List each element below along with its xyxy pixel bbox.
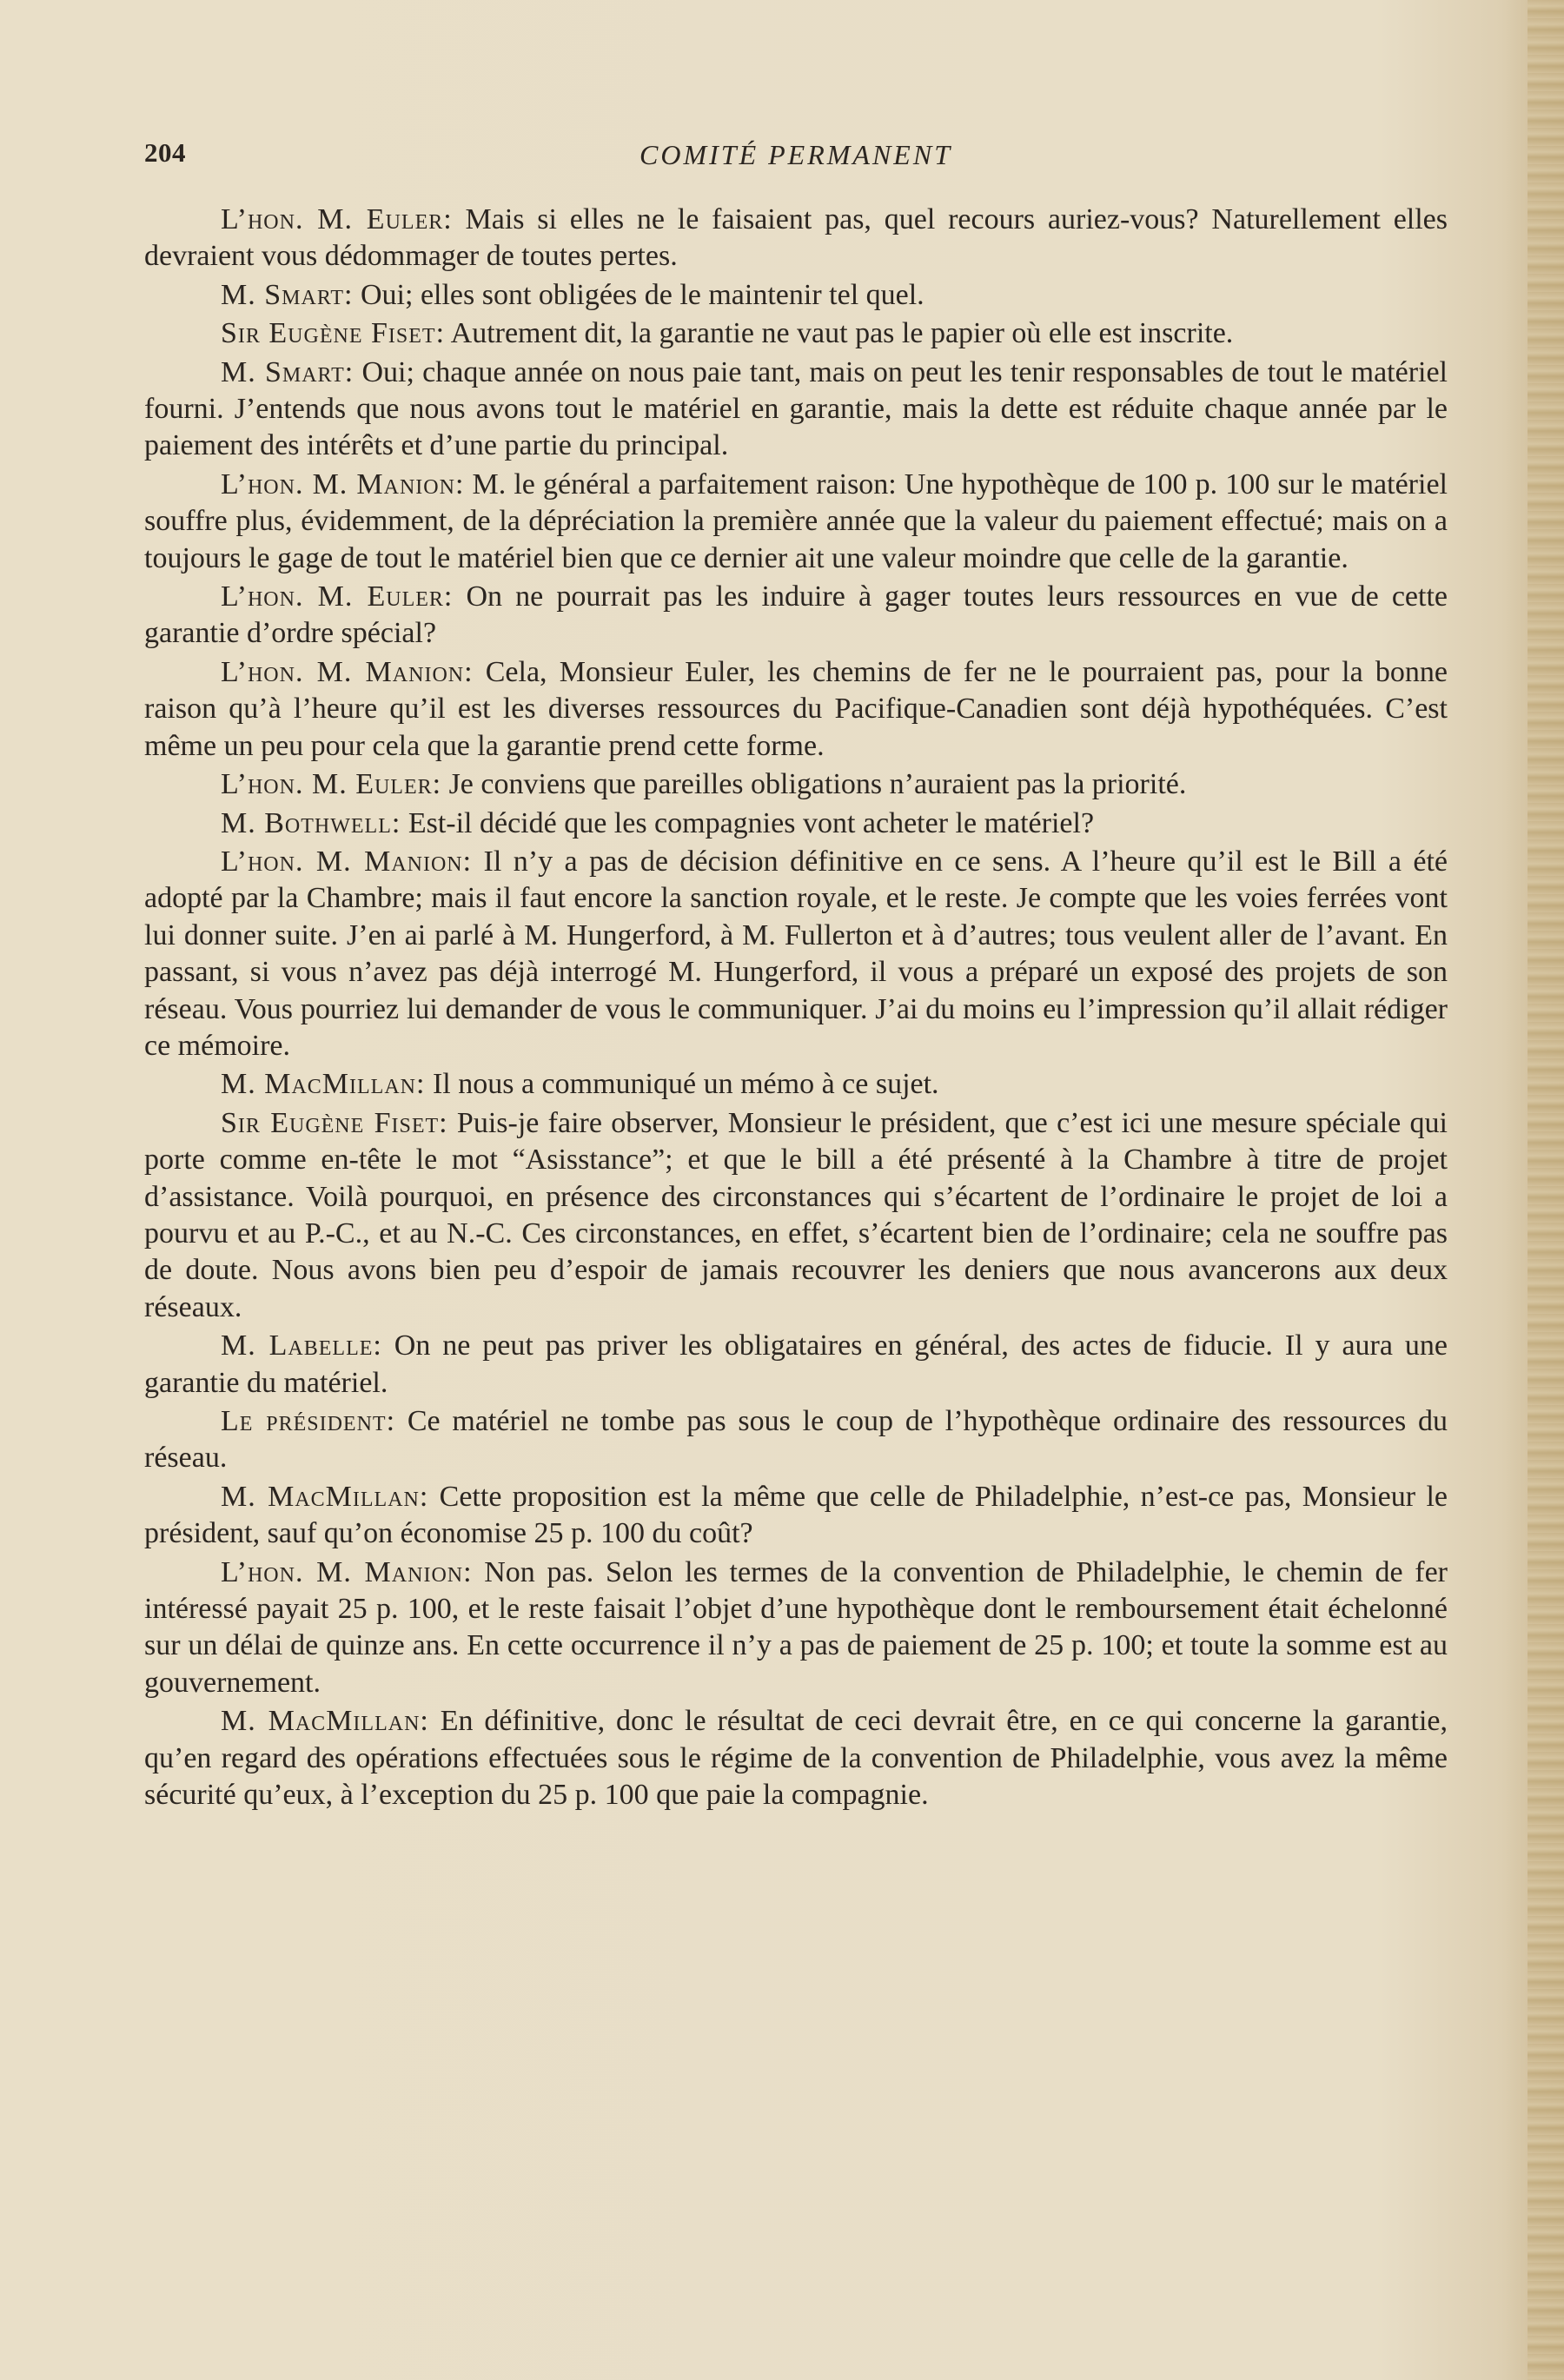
speaker-name: M. Labelle: [221,1329,382,1362]
speech-paragraph [144,1703,1448,1813]
speaker-name: Sir Eugène Fiset: [221,1106,448,1139]
speech-paragraph [144,1328,1448,1402]
speaker-name: Sir Eugène Fiset: [221,317,446,350]
speaker-name: M. MacMillan: [221,1068,426,1101]
speech-paragraph [144,654,1448,765]
speech-paragraph [144,805,1448,842]
page-number: 204 [144,137,186,168]
speech-text: M. le général a parfaitement raison: Une hypothèque de 100 p. 100 sur le matériel souffre plus, évidemment, de la dépréciation la première année que la valeur du paiement effectué; mais on a toujours le gage de tout le matériel bien que ce dernier ait une valeur moindre que celle de la garantie. [144,467,1448,574]
speaker-name: M. Bothwell: [221,806,401,839]
speech-text: Oui; elles sont obligées de le maintenir tel quel. [353,278,924,311]
speech-text: Il nous a communiqué un mémo à ce sujet. [425,1068,939,1101]
speech-text: En définitive, donc le résultat de ceci devrait être, en ce qui concerne la garantie, qu’en regard des opérations effectuées sous le régime de la convention de Philadelphie, vous avez la même sécurité qu’eux, à l’exception du 25 p. 100 que paie la compagnie. [144,1705,1448,1812]
speech-paragraph [144,1403,1448,1477]
speaker-name: L’hon. M. Euler: [221,203,453,235]
speech-text: Cette proposition est la même que celle de Philadelphie, n’est-ce pas, Monsieur le président, sauf qu’on économise 25 p. 100 du coût? [144,1480,1448,1550]
speaker-name: L’hon. M. Euler: [221,580,454,613]
speech-text: Autrement dit, la garantie ne vaut pas le papier où elle est inscrite. [445,317,1234,350]
speaker-name: M. Smart: [221,355,355,388]
speech-paragraph [144,277,1448,314]
speech-paragraph [144,1555,1448,1702]
speech-paragraph [144,315,1448,352]
speaker-name: L’hon. M. Manion: [221,655,474,688]
speech-text: Cela, Monsieur Euler, les chemins de fer ne le pourraient pas, pour la bonne raison qu’à l’heure qu’il est les diverses ressources du Pacifique-Canadien sont déjà hypothéquées. C’est même un peu pour cela que la garantie prend cette forme. [144,655,1448,762]
running-head: COMITÉ PERMANENT [640,139,952,170]
page-header [144,137,1448,176]
speech-paragraph [144,467,1448,577]
transcript-body [144,202,1448,1815]
speech-paragraph [144,355,1448,465]
speaker-name: M. MacMillan: [221,1480,429,1513]
speaker-name: Le président: [221,1405,396,1437]
speech-text: Il n’y a pas de décision définitive en ce sens. A l’heure qu’il est le Bill a été adopté par la Chambre; mais il faut encore la sanction royale, et le reste. Je compte que les voies ferrées vont lui donner suite. J’en ai parlé à M. Hungerford, à M. Fullerton et à d’autres; tous veulent aller de l’avant. En passant, si vous n’avez pas déjà interrogé M. Hungerford, il vous a préparé un exposé des projets de son réseau. Vous pourriez lui demander de vous le communiquer. J’ai du moins eu l’impression qu’il allait rédiger ce mémoire. [144,845,1448,1062]
page-edge [1528,0,1564,2380]
speech-paragraph [144,844,1448,1064]
speaker-name: L’hon. M. Euler: [221,768,442,801]
speaker-name: M. MacMillan: [221,1705,429,1738]
speech-text: On ne pourrait pas les induire à gager toutes leurs ressources en vue de cette garantie d’ordre spécial? [144,580,1448,650]
speech-text: Non pas. Selon les termes de la convention de Philadelphie, le chemin de fer intéressé payait 25 p. 100, et le reste faisait l’objet d’une hypothèque dont le remboursement était échelonné sur un délai de quinze ans. En cette occurrence il n’y a pas de paiement de 25 p. 100; et toute la somme est au gouvernement. [144,1555,1448,1699]
speech-text: Est-il décidé que les compagnies vont acheter le matériel? [401,806,1095,839]
speaker-name: L’hon. M. Manion: [221,845,473,878]
speech-text: Puis-je faire observer, Monsieur le président, que c’est ici une mesure spéciale qui porte comme en-tête le mot “Asisstance”; et que le bill a été présenté à la Chambre à titre de projet d’assistance. Voilà pourquoi, en présence des circonstances qui s’écartent de l’ordinaire le projet de loi a pourvu et au P.-C., et au N.-C. Ces circonstances, en effet, s’écartent bien de l’ordinaire; cela ne souffre pas de doute. Nous avons bien peu d’espoir de jamais recouvrer les deniers que nous avancerons aux deux réseaux. [144,1106,1448,1323]
speech-paragraph [144,1479,1448,1553]
speech-text: Mais si elles ne le faisaient pas, quel recours auriez-vous? Naturellement elles devraient vous dédommager de toutes pertes. [144,203,1448,273]
speech-text: On ne peut pas priver les obligataires en général, des actes de fiducie. Il y aura une garantie du matériel. [144,1329,1448,1399]
speech-paragraph [144,1066,1448,1103]
speaker-name: M. Smart: [221,278,354,311]
speech-paragraph [144,1105,1448,1326]
speech-paragraph [144,579,1448,653]
speech-paragraph [144,202,1448,275]
speech-text: Ce matériel ne tombe pas sous le coup de l’hypothèque ordinaire des ressources du réseau. [144,1405,1448,1475]
speaker-name: L’hon. M. Manion: [221,467,465,501]
speech-text: Oui; chaque année on nous paie tant, mais on peut les tenir responsables de tout le matériel fourni. J’entends que nous avons tout le matériel en garantie, mais la dette est réduite chaque année par le paiement des intérêts et d’une partie du principal. [144,355,1448,462]
speech-paragraph [144,766,1448,803]
speaker-name: L’hon. M. Manion: [221,1555,473,1588]
speech-text: Je conviens que pareilles obligations n’auraient pas la priorité. [441,768,1187,801]
